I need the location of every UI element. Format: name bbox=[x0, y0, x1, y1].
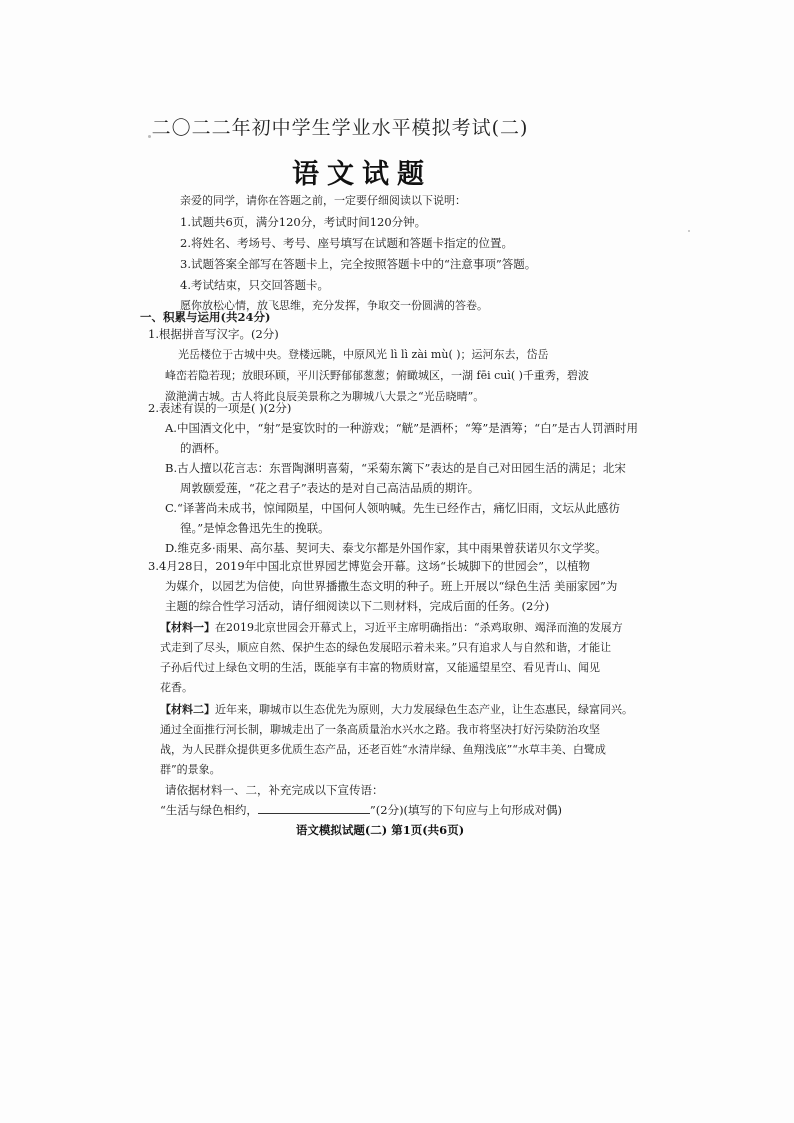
question-2-option-c-cont: 徨。”是悼念鲁迅先生的挽联。 bbox=[180, 521, 330, 535]
question-2-prompt: 2.表述有误的一项是( )(2分) bbox=[148, 401, 292, 415]
question-3-text: 为媒介，以园艺为信使，向世界播撒生态文明的种子。班上开展以“绿色生活 美丽家园”为 bbox=[165, 579, 618, 593]
question-2-option-b-cont: 周敦颐爱莲，“花之君子”表达的是对自己高洁品质的期许。 bbox=[180, 481, 480, 495]
question-3-text: 主题的综合性学习活动，请仔细阅读以下二则材料，完成后面的任务。(2分) bbox=[165, 599, 550, 613]
instruction-item-1: 1.试题共6页，满分120分，考试时间120分钟。 bbox=[180, 215, 427, 229]
material-one-text-line: 子孙后代过上绿色文明的生活，既能享有丰富的物质财富，又能遥望星空、看见青山、闻见 bbox=[160, 661, 600, 674]
material-two-text-line: 群”的景象。 bbox=[160, 763, 221, 776]
question-3-task: 请依据材料一、二，补充完成以下宣传语： bbox=[165, 783, 384, 797]
slogan-end: ”(2分)(填写的下句应与上句形成对偶) bbox=[369, 803, 563, 817]
question-3-slogan bbox=[160, 803, 562, 817]
material-one bbox=[160, 621, 623, 635]
material-two bbox=[160, 703, 633, 717]
subject-title: 语文试题 bbox=[292, 159, 432, 190]
question-2-option-d: D.维克多·雨果、高尔基、契诃夫、泰戈尔都是外国作家，其中雨果曾获诺贝尔文学奖。 bbox=[165, 541, 607, 555]
question-1-text-line: 光岳楼位于古城中央。登楼远眺，中原风光 lì lì zài mù( )；运河东去，岱岳 bbox=[178, 348, 549, 361]
question-1-text-line: 潋滟満古城。古人将此良辰美景称之为聊城八大景之“光岳晓晴”。 bbox=[165, 390, 485, 403]
question-1-prompt: 1.根据拼音写汉字。(2分) bbox=[148, 327, 279, 341]
material-one-text-line: 式走到了尽头，顺应自然、保护生态的绿色发展昭示着未来。”只有追求人与自然和谐，才能让 bbox=[160, 641, 612, 654]
scan-speck bbox=[688, 230, 690, 232]
instruction-item-3: 3.试题答案全部写在答题卡上，完全按照答题卡中的“注意事项”答题。 bbox=[180, 257, 537, 271]
material-one-label: 【材料一】 bbox=[160, 621, 215, 634]
slogan-answer-blank bbox=[258, 803, 370, 814]
section-heading: 一、积累与运用(共24分) bbox=[140, 310, 271, 324]
question-2-option-a: A.中国酒文化中，“射”是宴饮时的一种游戏；“觥”是酒杯；“筹”是酒筹；“白”是古人罚酒时用 bbox=[165, 421, 638, 435]
instruction-item-2: 2.将姓名、考场号、考号、座号填写在试题和答题卡指定的位置。 bbox=[180, 236, 513, 250]
question-3-text: 3.4月28日，2019年中国北京世界园艺博览会开幕。这场“长城脚下的世园会”，以植物 bbox=[148, 559, 590, 573]
slogan-start: “生活与绿色相约， bbox=[160, 803, 258, 817]
page-footer: 语文模拟试题(二) 第1页(共6页) bbox=[295, 823, 465, 837]
question-2-option-a-cont: 的酒杯。 bbox=[180, 441, 226, 455]
instructions-greeting: 亲爱的同学，请你在答题之前，一定要仔细阅读以下说明： bbox=[180, 194, 466, 207]
material-two-text: 近年来，聊城市以生态优先为原则，大力发展绿色生态产业，让生态惠民，绿富同兴。 bbox=[215, 703, 633, 716]
exam-title: 二〇二二年初中学生学业水平模拟考试(二) bbox=[151, 117, 529, 139]
material-one-text: 在2019北京世园会开幕式上，习近平主席明确指出：“杀鸡取卵、竭泽而渔的发展方 bbox=[215, 621, 623, 634]
material-two-text-line: 通过全面推行河长制，聊城走出了一条高质量治水兴水之路。我市将坚决打好污染防治攻坚 bbox=[160, 723, 600, 736]
instructions-closing: 愿你放松心情，放飞思维，充分发挥，争取交一份圆满的答卷。 bbox=[180, 299, 488, 312]
instruction-item-4: 4.考试结束，只交回答题卡。 bbox=[180, 278, 329, 292]
material-two-text-line: 战，为人民群众提供更多优质生态产品，还老百姓“水清岸绿、鱼翔浅底”“水草丰美、白鹭成 bbox=[160, 743, 606, 756]
question-1-text-line: 峰峦若隐若现；放眼环顾，平川沃野郁郁葱葱；俯瞰城区，一湖 fēi cuì( )千重秀，碧波 bbox=[165, 369, 589, 382]
scan-speck bbox=[148, 135, 151, 138]
material-two-label: 【材料二】 bbox=[160, 703, 215, 716]
material-one-text-line: 花香。 bbox=[160, 681, 193, 694]
question-2-option-b: B.古人擅以花言志：东晋陶渊明喜菊，“采菊东篱下”表达的是自己对田园生活的满足；北宋 bbox=[165, 461, 626, 475]
question-2-option-c: C.“译著尚未成书，惊闻陨星，中国何人领呐喊。先生已经作古，痛忆旧雨，文坛从此感彷 bbox=[165, 501, 620, 515]
